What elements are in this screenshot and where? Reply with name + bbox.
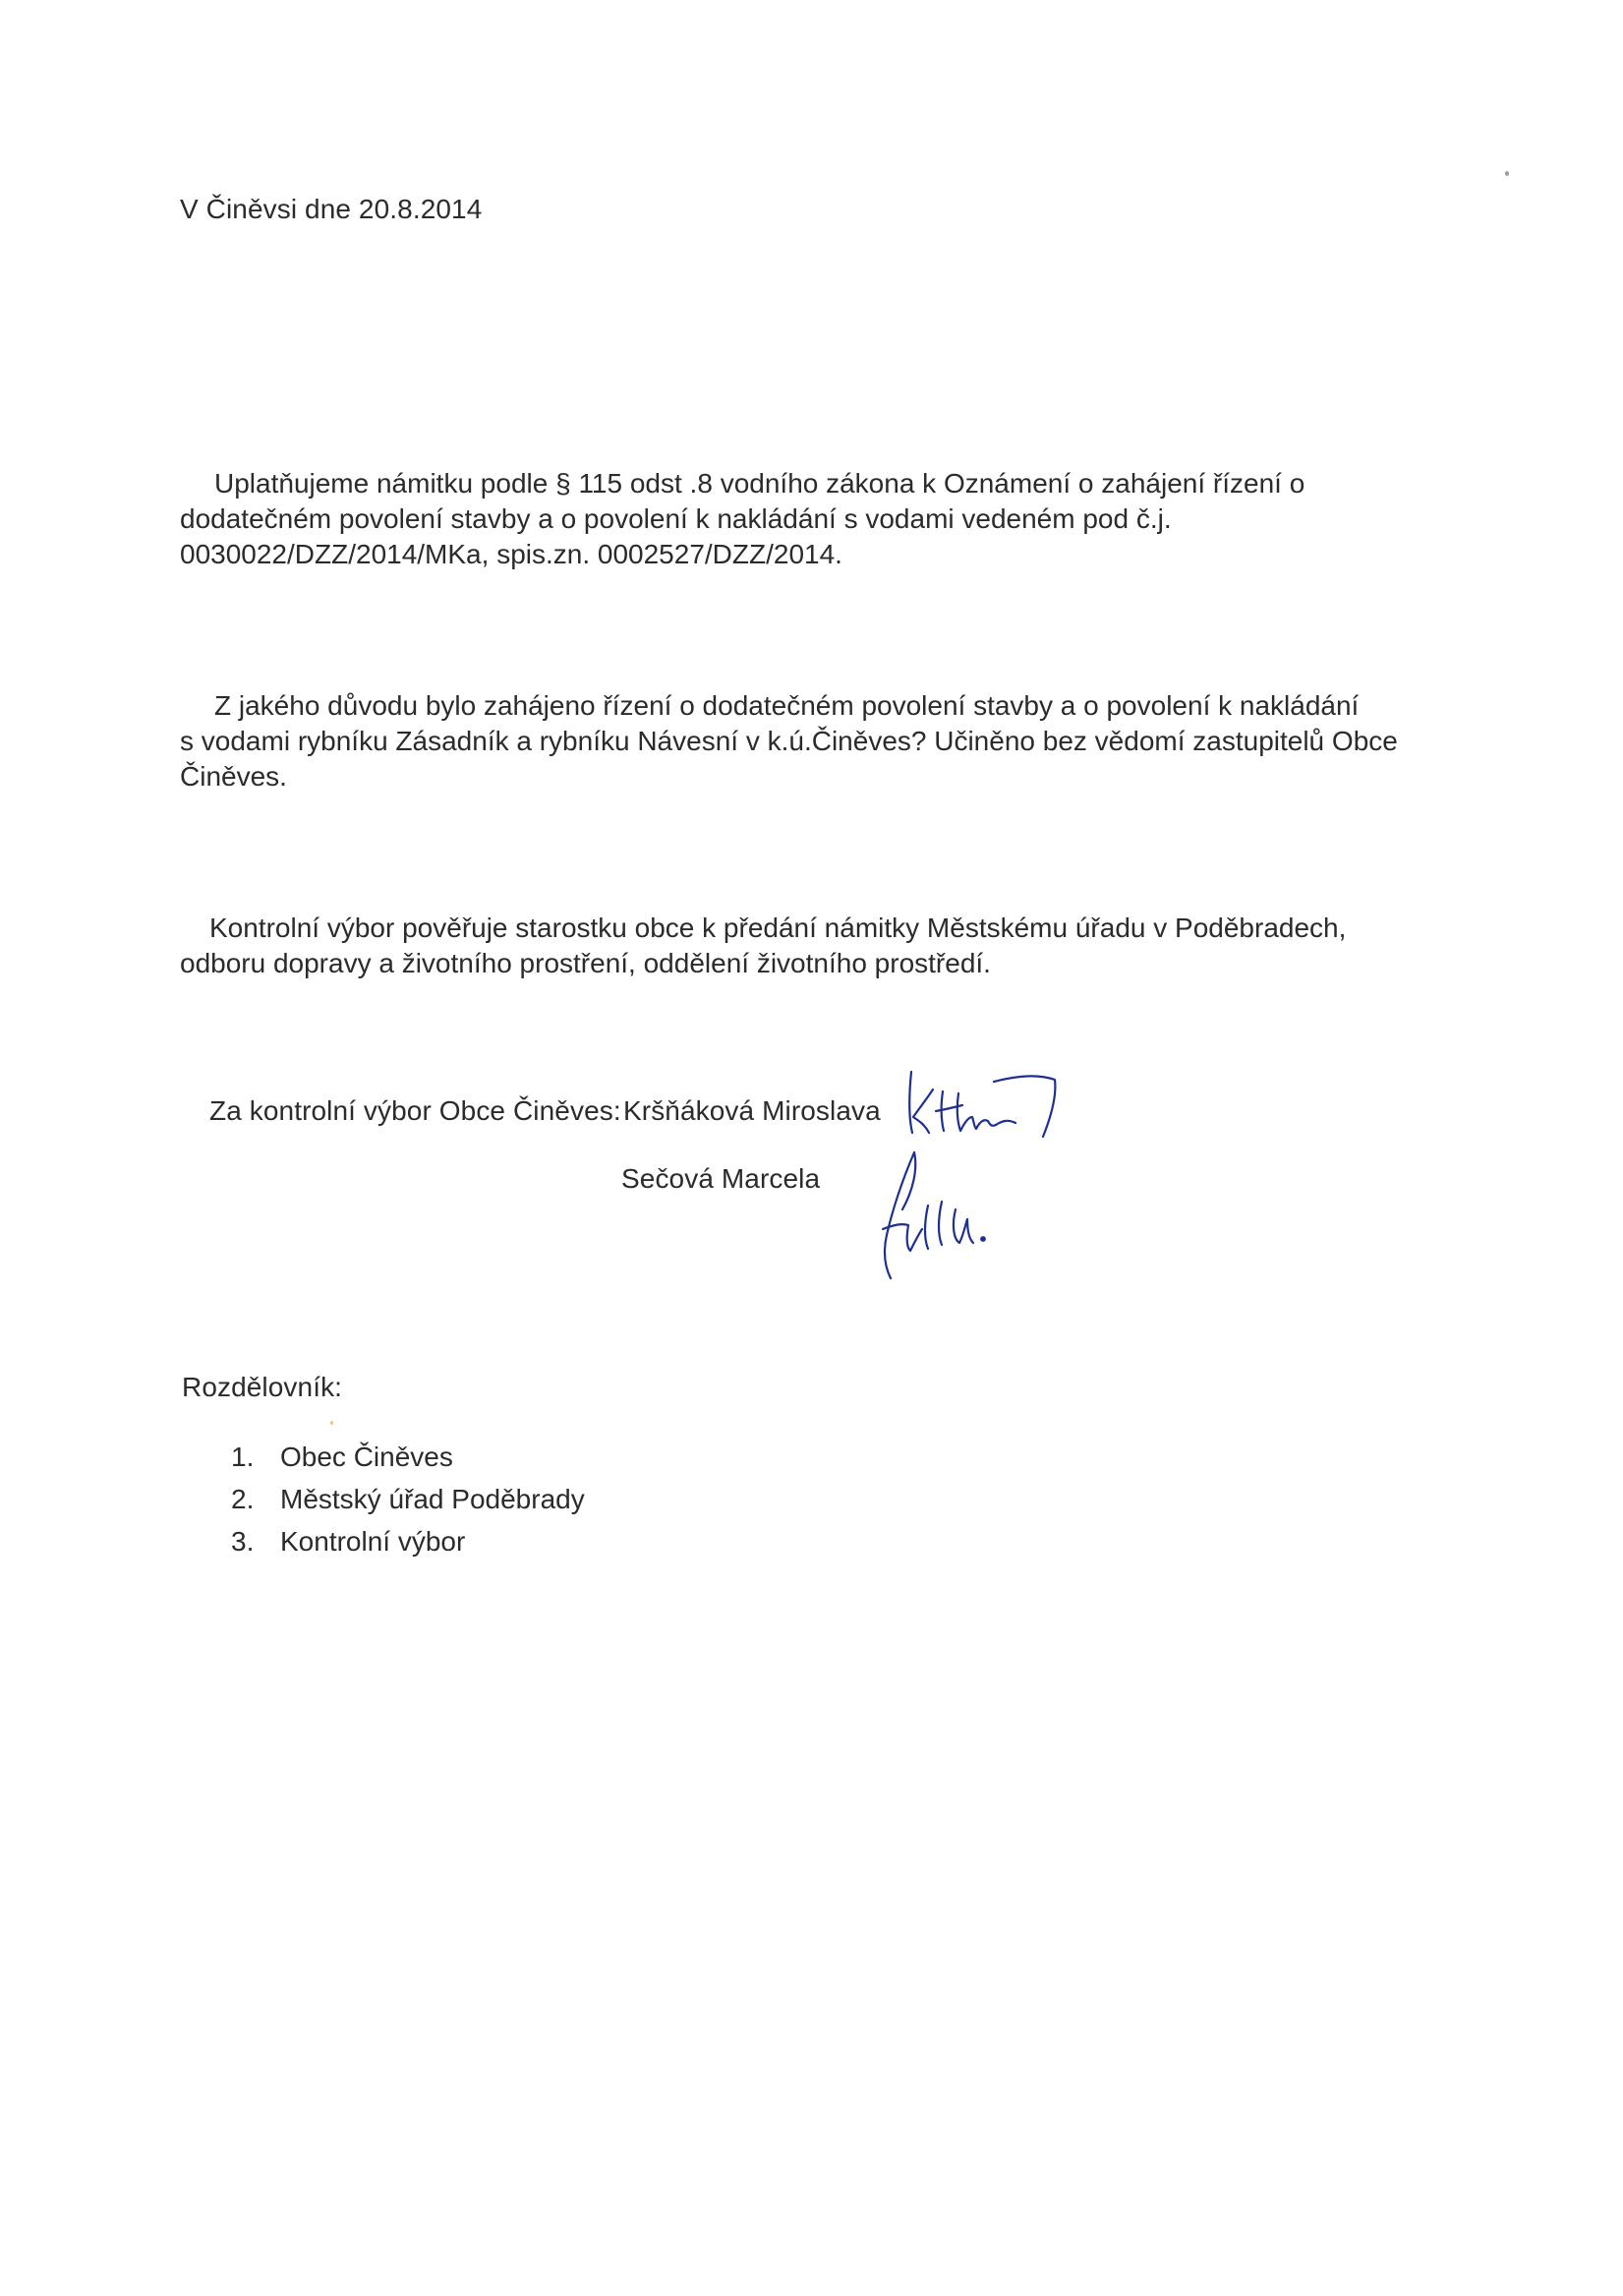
paragraph-line: dodatečném povolení stavby a o povolení k nakládání s vodami vedeném pod č.j.	[180, 503, 1172, 534]
list-item-label: Městský úřad Poděbrady	[280, 1484, 585, 1514]
list-item	[231, 1520, 585, 1562]
signer-name-1: Kršňáková Miroslava	[623, 1095, 881, 1126]
distribution-heading: Rozdělovník:	[182, 1372, 343, 1402]
distribution-list	[231, 1436, 585, 1562]
list-item-number: 1.	[231, 1442, 255, 1472]
paragraph-line: odboru dopravy a životního prostření, oddělení životního prostředí.	[180, 948, 991, 978]
paragraph-line: Činěves.	[180, 761, 287, 792]
paragraph-line: s vodami rybníku Zásadník a rybníku Návesní v k.ú.Činěves? Učiněno bez vědomí zastupitelů Obce	[180, 726, 1398, 756]
list-item-number: 2.	[231, 1484, 255, 1514]
list-item-label: Kontrolní výbor	[280, 1526, 466, 1557]
paragraph-authorization	[180, 911, 1399, 981]
signature-label: Za kontrolní výbor Obce Činěves:	[209, 1095, 621, 1126]
scan-speck	[1505, 171, 1509, 176]
paragraph-line: 0030022/DZZ/2014/MKa, spis.zn. 0002527/DZZ/2014.	[180, 539, 842, 569]
list-item	[231, 1436, 585, 1478]
scan-speck	[330, 1421, 333, 1425]
place-date: V Činěvsi dne 20.8.2014	[180, 194, 483, 224]
paragraph-line: Kontrolní výbor pověřuje starostku obce k předání námitky Městskému úřadu v Poděbradech,	[209, 913, 1347, 943]
paragraph-line: Uplatňujeme námitku podle § 115 odst .8 vodního zákona k Oznámení o zahájení řízení o	[214, 468, 1305, 499]
list-item-label: Obec Činěves	[280, 1442, 453, 1472]
list-item-number: 3.	[231, 1526, 255, 1557]
signer-name-2: Sečová Marcela	[621, 1163, 821, 1194]
paragraph-objection	[180, 466, 1399, 572]
handwritten-signature-2	[863, 1141, 1011, 1288]
paragraph-question	[180, 688, 1399, 795]
paragraph-line: Z jakého důvodu bylo zahájeno řízení o dodatečném povolení stavby a o povolení k nakládání	[214, 690, 1360, 721]
list-item	[231, 1478, 585, 1520]
